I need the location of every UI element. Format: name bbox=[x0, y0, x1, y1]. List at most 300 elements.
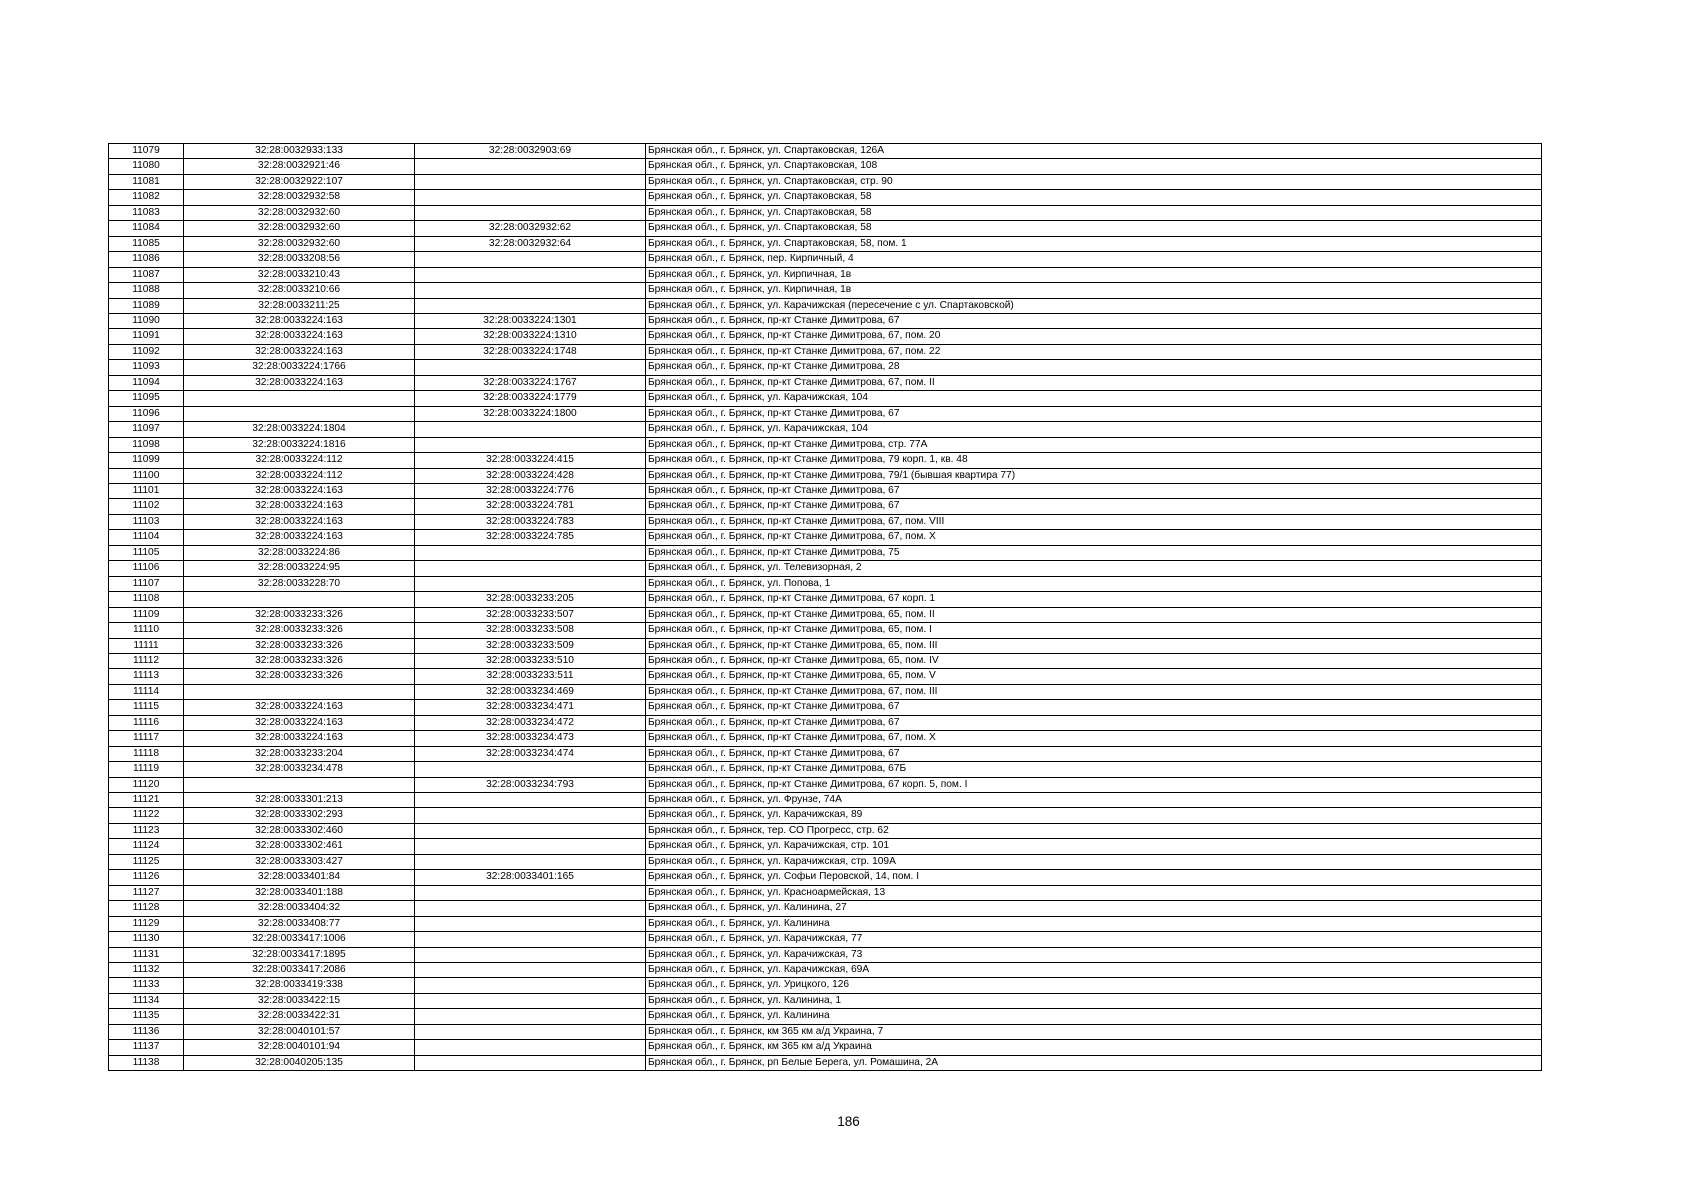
table-row bbox=[109, 190, 1542, 205]
cadastral-number-cell: 32:28:0033422:15 bbox=[184, 993, 415, 1008]
object-number-cell bbox=[415, 190, 646, 205]
row-number-cell: 11114 bbox=[109, 684, 184, 699]
address-cell: Брянская обл., г. Брянск, тер. СО Прогресс, стр. 62 bbox=[646, 823, 1542, 838]
address-cell: Брянская обл., г. Брянск, ул. Спартаковская, стр. 90 bbox=[646, 174, 1542, 189]
cadastral-number-cell: 32:28:0033233:204 bbox=[184, 746, 415, 761]
table-row bbox=[109, 808, 1542, 823]
table-row bbox=[109, 885, 1542, 900]
address-cell: Брянская обл., г. Брянск, пр-кт Станке Димитрова, 67 bbox=[646, 746, 1542, 761]
cadastral-number-cell: 32:28:0033401:84 bbox=[184, 870, 415, 885]
object-number-cell bbox=[415, 545, 646, 560]
row-number-cell: 11100 bbox=[109, 468, 184, 483]
object-number-cell bbox=[415, 993, 646, 1008]
object-number-cell: 32:28:0033233:205 bbox=[415, 592, 646, 607]
row-number-cell: 11124 bbox=[109, 839, 184, 854]
object-number-cell: 32:28:0033224:781 bbox=[415, 499, 646, 514]
address-cell: Брянская обл., г. Брянск, ул. Карачижская, 104 bbox=[646, 422, 1542, 437]
table-row bbox=[109, 854, 1542, 869]
row-number-cell: 11087 bbox=[109, 267, 184, 282]
object-number-cell bbox=[415, 252, 646, 267]
object-number-cell: 32:28:0033224:783 bbox=[415, 514, 646, 529]
cadastral-number-cell: 32:28:0033234:478 bbox=[184, 762, 415, 777]
table-row bbox=[109, 236, 1542, 251]
address-cell: Брянская обл., г. Брянск, пер. Кирпичный, 4 bbox=[646, 252, 1542, 267]
cadastral-number-cell: 32:28:0033302:293 bbox=[184, 808, 415, 823]
table-row bbox=[109, 545, 1542, 560]
cadastral-number-cell: 32:28:0033408:77 bbox=[184, 916, 415, 931]
row-number-cell: 11119 bbox=[109, 762, 184, 777]
address-cell: Брянская обл., г. Брянск, ул. Спартаковская, 108 bbox=[646, 159, 1542, 174]
table-row bbox=[109, 391, 1542, 406]
registry-table bbox=[108, 143, 1542, 1071]
cadastral-number-cell: 32:28:0033224:112 bbox=[184, 468, 415, 483]
object-number-cell bbox=[415, 576, 646, 591]
row-number-cell: 11115 bbox=[109, 700, 184, 715]
row-number-cell: 11101 bbox=[109, 483, 184, 498]
row-number-cell: 11079 bbox=[109, 144, 184, 159]
table-row bbox=[109, 174, 1542, 189]
row-number-cell: 11116 bbox=[109, 715, 184, 730]
table-row bbox=[109, 1055, 1542, 1070]
cadastral-number-cell: 32:28:0032932:60 bbox=[184, 236, 415, 251]
address-cell: Брянская обл., г. Брянск, ул. Попова, 1 bbox=[646, 576, 1542, 591]
object-number-cell bbox=[415, 762, 646, 777]
cadastral-number-cell bbox=[184, 391, 415, 406]
row-number-cell: 11132 bbox=[109, 963, 184, 978]
object-number-cell: 32:28:0032903:69 bbox=[415, 144, 646, 159]
address-cell: Брянская обл., г. Брянск, ул. Карачижская (пересечение с ул. Спартаковской) bbox=[646, 298, 1542, 313]
row-number-cell: 11136 bbox=[109, 1024, 184, 1039]
row-number-cell: 11103 bbox=[109, 514, 184, 529]
object-number-cell bbox=[415, 932, 646, 947]
cadastral-number-cell: 32:28:0032932:58 bbox=[184, 190, 415, 205]
address-cell: Брянская обл., г. Брянск, ул. Карачижская, 69А bbox=[646, 963, 1542, 978]
object-number-cell bbox=[415, 283, 646, 298]
cadastral-number-cell: 32:28:0033224:1816 bbox=[184, 437, 415, 452]
table-row bbox=[109, 1009, 1542, 1024]
object-number-cell bbox=[415, 823, 646, 838]
table-row bbox=[109, 870, 1542, 885]
table-row bbox=[109, 916, 1542, 931]
object-number-cell: 32:28:0033233:508 bbox=[415, 623, 646, 638]
table-row bbox=[109, 406, 1542, 421]
row-number-cell: 11085 bbox=[109, 236, 184, 251]
row-number-cell: 11121 bbox=[109, 793, 184, 808]
address-cell: Брянская обл., г. Брянск, пр-кт Станке Димитрова, 28 bbox=[646, 360, 1542, 375]
address-cell: Брянская обл., г. Брянск, пр-кт Станке Димитрова, 67 bbox=[646, 700, 1542, 715]
object-number-cell bbox=[415, 885, 646, 900]
cadastral-number-cell bbox=[184, 592, 415, 607]
table-row bbox=[109, 901, 1542, 916]
address-cell: Брянская обл., г. Брянск, ул. Карачижская, 89 bbox=[646, 808, 1542, 823]
table-row bbox=[109, 360, 1542, 375]
row-number-cell: 11123 bbox=[109, 823, 184, 838]
address-cell: Брянская обл., г. Брянск, ул. Фрунзе, 74А bbox=[646, 793, 1542, 808]
object-number-cell: 32:28:0033233:511 bbox=[415, 669, 646, 684]
object-number-cell: 32:28:0033224:785 bbox=[415, 530, 646, 545]
cadastral-number-cell: 32:28:0033224:163 bbox=[184, 344, 415, 359]
address-cell: Брянская обл., г. Брянск, ул. Спартаковская, 58, пом. 1 bbox=[646, 236, 1542, 251]
object-number-cell bbox=[415, 1024, 646, 1039]
address-cell: Брянская обл., г. Брянск, пр-кт Станке Димитрова, 65, пом. II bbox=[646, 607, 1542, 622]
row-number-cell: 11108 bbox=[109, 592, 184, 607]
cadastral-number-cell: 32:28:0033233:326 bbox=[184, 623, 415, 638]
table-row bbox=[109, 623, 1542, 638]
table-row bbox=[109, 762, 1542, 777]
row-number-cell: 11090 bbox=[109, 313, 184, 328]
object-number-cell bbox=[415, 422, 646, 437]
cadastral-number-cell: 32:28:0033224:163 bbox=[184, 375, 415, 390]
row-number-cell: 11106 bbox=[109, 561, 184, 576]
cadastral-number-cell: 32:28:0033417:2086 bbox=[184, 963, 415, 978]
row-number-cell: 11102 bbox=[109, 499, 184, 514]
registry-table-body bbox=[109, 144, 1542, 1071]
table-row bbox=[109, 483, 1542, 498]
object-number-cell: 32:28:0033224:1310 bbox=[415, 329, 646, 344]
table-row bbox=[109, 144, 1542, 159]
row-number-cell: 11134 bbox=[109, 993, 184, 1008]
address-cell: Брянская обл., г. Брянск, ул. Спартаковская, 58 bbox=[646, 205, 1542, 220]
row-number-cell: 11133 bbox=[109, 978, 184, 993]
object-number-cell bbox=[415, 561, 646, 576]
object-number-cell bbox=[415, 174, 646, 189]
object-number-cell: 32:28:0033224:1800 bbox=[415, 406, 646, 421]
object-number-cell bbox=[415, 839, 646, 854]
row-number-cell: 11126 bbox=[109, 870, 184, 885]
address-cell: Брянская обл., г. Брянск, пр-кт Станке Димитрова, 67, пом. 22 bbox=[646, 344, 1542, 359]
object-number-cell bbox=[415, 978, 646, 993]
object-number-cell bbox=[415, 360, 646, 375]
address-cell: Брянская обл., г. Брянск, пр-кт Станке Димитрова, 67Б bbox=[646, 762, 1542, 777]
cadastral-number-cell: 32:28:0040101:57 bbox=[184, 1024, 415, 1039]
address-cell: Брянская обл., г. Брянск, ул. Карачижская, стр. 101 bbox=[646, 839, 1542, 854]
row-number-cell: 11092 bbox=[109, 344, 184, 359]
table-row bbox=[109, 561, 1542, 576]
address-cell: Брянская обл., г. Брянск, км 365 км а/д Украина, 7 bbox=[646, 1024, 1542, 1039]
table-row bbox=[109, 700, 1542, 715]
object-number-cell: 32:28:0033234:469 bbox=[415, 684, 646, 699]
address-cell: Брянская обл., г. Брянск, пр-кт Станке Димитрова, 67, пом. VIII bbox=[646, 514, 1542, 529]
object-number-cell bbox=[415, 205, 646, 220]
address-cell: Брянская обл., г. Брянск, км 365 км а/д Украина bbox=[646, 1040, 1542, 1055]
table-row bbox=[109, 375, 1542, 390]
row-number-cell: 11080 bbox=[109, 159, 184, 174]
cadastral-number-cell: 32:28:0033301:213 bbox=[184, 793, 415, 808]
address-cell: Брянская обл., г. Брянск, пр-кт Станке Димитрова, 79/1 (бывшая квартира 77) bbox=[646, 468, 1542, 483]
row-number-cell: 11109 bbox=[109, 607, 184, 622]
address-cell: Брянская обл., г. Брянск, пр-кт Станке Димитрова, 67, пом. X bbox=[646, 731, 1542, 746]
table-row bbox=[109, 715, 1542, 730]
row-number-cell: 11093 bbox=[109, 360, 184, 375]
address-cell: Брянская обл., г. Брянск, пр-кт Станке Димитрова, 67 корп. 1 bbox=[646, 592, 1542, 607]
address-cell: Брянская обл., г. Брянск, пр-кт Станке Димитрова, 65, пом. V bbox=[646, 669, 1542, 684]
address-cell: Брянская обл., г. Брянск, ул. Кирпичная, 1в bbox=[646, 267, 1542, 282]
object-number-cell: 32:28:0033233:509 bbox=[415, 638, 646, 653]
object-number-cell: 32:28:0033401:165 bbox=[415, 870, 646, 885]
table-row bbox=[109, 823, 1542, 838]
object-number-cell: 32:28:0033234:471 bbox=[415, 700, 646, 715]
cadastral-number-cell: 32:28:0033224:112 bbox=[184, 453, 415, 468]
row-number-cell: 11127 bbox=[109, 885, 184, 900]
object-number-cell: 32:28:0032932:64 bbox=[415, 236, 646, 251]
cadastral-number-cell: 32:28:0033224:86 bbox=[184, 545, 415, 560]
object-number-cell bbox=[415, 854, 646, 869]
cadastral-number-cell: 32:28:0033233:326 bbox=[184, 653, 415, 668]
table-row bbox=[109, 422, 1542, 437]
address-cell: Брянская обл., г. Брянск, пр-кт Станке Димитрова, 67 bbox=[646, 499, 1542, 514]
address-cell: Брянская обл., г. Брянск, пр-кт Станке Димитрова, 65, пом. III bbox=[646, 638, 1542, 653]
address-cell: Брянская обл., г. Брянск, ул. Карачижская, стр. 109А bbox=[646, 854, 1542, 869]
table-row bbox=[109, 947, 1542, 962]
address-cell: Брянская обл., г. Брянск, пр-кт Станке Димитрова, 67 bbox=[646, 483, 1542, 498]
row-number-cell: 11125 bbox=[109, 854, 184, 869]
address-cell: Брянская обл., г. Брянск, ул. Софьи Перовской, 14, пом. I bbox=[646, 870, 1542, 885]
row-number-cell: 11105 bbox=[109, 545, 184, 560]
table-row bbox=[109, 978, 1542, 993]
object-number-cell bbox=[415, 1040, 646, 1055]
address-cell: Брянская обл., г. Брянск, пр-кт Станке Димитрова, 65, пом. I bbox=[646, 623, 1542, 638]
cadastral-number-cell: 32:28:0032933:133 bbox=[184, 144, 415, 159]
page-number: 186 bbox=[837, 1114, 860, 1129]
cadastral-number-cell bbox=[184, 684, 415, 699]
cadastral-number-cell: 32:28:0033224:95 bbox=[184, 561, 415, 576]
cadastral-number-cell: 32:28:0033302:461 bbox=[184, 839, 415, 854]
row-number-cell: 11118 bbox=[109, 746, 184, 761]
cadastral-number-cell: 32:28:0032932:60 bbox=[184, 221, 415, 236]
table-row bbox=[109, 793, 1542, 808]
address-cell: Брянская обл., г. Брянск, пр-кт Станке Димитрова, 67, пом. III bbox=[646, 684, 1542, 699]
row-number-cell: 11135 bbox=[109, 1009, 184, 1024]
address-cell: Брянская обл., г. Брянск, ул. Калинина bbox=[646, 916, 1542, 931]
cadastral-number-cell: 32:28:0040101:94 bbox=[184, 1040, 415, 1055]
address-cell: Брянская обл., г. Брянск, пр-кт Станке Димитрова, 67 bbox=[646, 313, 1542, 328]
table-row bbox=[109, 298, 1542, 313]
table-row bbox=[109, 1040, 1542, 1055]
cadastral-number-cell: 32:28:0033303:427 bbox=[184, 854, 415, 869]
cadastral-number-cell: 32:28:0033417:1895 bbox=[184, 947, 415, 962]
cadastral-number-cell: 32:28:0033210:66 bbox=[184, 283, 415, 298]
row-number-cell: 11094 bbox=[109, 375, 184, 390]
address-cell: Брянская обл., г. Брянск, ул. Карачижская, 104 bbox=[646, 391, 1542, 406]
cadastral-number-cell: 32:28:0033233:326 bbox=[184, 669, 415, 684]
object-number-cell: 32:28:0033224:1779 bbox=[415, 391, 646, 406]
table-row bbox=[109, 684, 1542, 699]
object-number-cell: 32:28:0033233:510 bbox=[415, 653, 646, 668]
table-row bbox=[109, 576, 1542, 591]
object-number-cell bbox=[415, 437, 646, 452]
table-row bbox=[109, 669, 1542, 684]
object-number-cell bbox=[415, 1055, 646, 1070]
table-row bbox=[109, 746, 1542, 761]
row-number-cell: 11130 bbox=[109, 932, 184, 947]
row-number-cell: 11089 bbox=[109, 298, 184, 313]
table-row bbox=[109, 592, 1542, 607]
object-number-cell: 32:28:0033224:776 bbox=[415, 483, 646, 498]
cadastral-number-cell: 32:28:0033224:163 bbox=[184, 514, 415, 529]
row-number-cell: 11099 bbox=[109, 453, 184, 468]
cadastral-number-cell: 32:28:0033422:31 bbox=[184, 1009, 415, 1024]
cadastral-number-cell: 32:28:0032921:46 bbox=[184, 159, 415, 174]
address-cell: Брянская обл., г. Брянск, пр-кт Станке Димитрова, 67, пом. X bbox=[646, 530, 1542, 545]
address-cell: Брянская обл., г. Брянск, пр-кт Станке Димитрова, 67, пом. II bbox=[646, 375, 1542, 390]
table-row bbox=[109, 777, 1542, 792]
cadastral-number-cell: 32:28:0033419:338 bbox=[184, 978, 415, 993]
cadastral-number-cell: 32:28:0033404:32 bbox=[184, 901, 415, 916]
table-row bbox=[109, 1024, 1542, 1039]
object-number-cell: 32:28:0032932:62 bbox=[415, 221, 646, 236]
table-row bbox=[109, 653, 1542, 668]
cadastral-number-cell: 32:28:0033211:25 bbox=[184, 298, 415, 313]
table-row bbox=[109, 313, 1542, 328]
row-number-cell: 11110 bbox=[109, 623, 184, 638]
address-cell: Брянская обл., г. Брянск, ул. Урицкого, 126 bbox=[646, 978, 1542, 993]
row-number-cell: 11120 bbox=[109, 777, 184, 792]
row-number-cell: 11088 bbox=[109, 283, 184, 298]
row-number-cell: 11131 bbox=[109, 947, 184, 962]
object-number-cell bbox=[415, 298, 646, 313]
address-cell: Брянская обл., г. Брянск, ул. Красноармейская, 13 bbox=[646, 885, 1542, 900]
table-row bbox=[109, 731, 1542, 746]
row-number-cell: 11129 bbox=[109, 916, 184, 931]
cadastral-number-cell: 32:28:0033224:163 bbox=[184, 731, 415, 746]
cadastral-number-cell: 32:28:0033302:460 bbox=[184, 823, 415, 838]
object-number-cell: 32:28:0033224:1767 bbox=[415, 375, 646, 390]
table-row bbox=[109, 437, 1542, 452]
row-number-cell: 11097 bbox=[109, 422, 184, 437]
row-number-cell: 11122 bbox=[109, 808, 184, 823]
cadastral-number-cell: 32:28:0033233:326 bbox=[184, 638, 415, 653]
address-cell: Брянская обл., г. Брянск, ул. Калинина, 1 bbox=[646, 993, 1542, 1008]
row-number-cell: 11138 bbox=[109, 1055, 184, 1070]
row-number-cell: 11098 bbox=[109, 437, 184, 452]
object-number-cell bbox=[415, 963, 646, 978]
address-cell: Брянская обл., г. Брянск, ул. Спартаковская, 126А bbox=[646, 144, 1542, 159]
cadastral-number-cell bbox=[184, 777, 415, 792]
table-row bbox=[109, 607, 1542, 622]
row-number-cell: 11082 bbox=[109, 190, 184, 205]
cadastral-number-cell: 32:28:0040205:135 bbox=[184, 1055, 415, 1070]
table-row bbox=[109, 530, 1542, 545]
cadastral-number-cell: 32:28:0033224:1804 bbox=[184, 422, 415, 437]
table-row bbox=[109, 453, 1542, 468]
address-cell: Брянская обл., г. Брянск, рп Белые Берега, ул. Ромашина, 2А bbox=[646, 1055, 1542, 1070]
address-cell: Брянская обл., г. Брянск, пр-кт Станке Димитрова, 67 bbox=[646, 715, 1542, 730]
table-row bbox=[109, 638, 1542, 653]
object-number-cell: 32:28:0033234:473 bbox=[415, 731, 646, 746]
cadastral-number-cell: 32:28:0033228:70 bbox=[184, 576, 415, 591]
address-cell: Брянская обл., г. Брянск, пр-кт Станке Димитрова, стр. 77А bbox=[646, 437, 1542, 452]
address-cell: Брянская обл., г. Брянск, ул. Спартаковская, 58 bbox=[646, 190, 1542, 205]
object-number-cell bbox=[415, 901, 646, 916]
address-cell: Брянская обл., г. Брянск, ул. Калинина bbox=[646, 1009, 1542, 1024]
row-number-cell: 11083 bbox=[109, 205, 184, 220]
table-row bbox=[109, 932, 1542, 947]
table-row bbox=[109, 329, 1542, 344]
address-cell: Брянская обл., г. Брянск, пр-кт Станке Димитрова, 67, пом. 20 bbox=[646, 329, 1542, 344]
address-cell: Брянская обл., г. Брянск, пр-кт Станке Димитрова, 65, пом. IV bbox=[646, 653, 1542, 668]
table-row bbox=[109, 993, 1542, 1008]
cadastral-number-cell: 32:28:0032922:107 bbox=[184, 174, 415, 189]
row-number-cell: 11091 bbox=[109, 329, 184, 344]
object-number-cell: 32:28:0033224:1748 bbox=[415, 344, 646, 359]
address-cell: Брянская обл., г. Брянск, ул. Карачижская, 73 bbox=[646, 947, 1542, 962]
table-row bbox=[109, 252, 1542, 267]
object-number-cell: 32:28:0033224:1301 bbox=[415, 313, 646, 328]
address-cell: Брянская обл., г. Брянск, ул. Спартаковская, 58 bbox=[646, 221, 1542, 236]
object-number-cell: 32:28:0033234:472 bbox=[415, 715, 646, 730]
object-number-cell: 32:28:0033224:428 bbox=[415, 468, 646, 483]
object-number-cell bbox=[415, 793, 646, 808]
object-number-cell bbox=[415, 267, 646, 282]
cadastral-number-cell: 32:28:0033224:1766 bbox=[184, 360, 415, 375]
cadastral-number-cell: 32:28:0032932:60 bbox=[184, 205, 415, 220]
row-number-cell: 11084 bbox=[109, 221, 184, 236]
table-row bbox=[109, 283, 1542, 298]
row-number-cell: 11095 bbox=[109, 391, 184, 406]
cadastral-number-cell: 32:28:0033224:163 bbox=[184, 715, 415, 730]
row-number-cell: 11117 bbox=[109, 731, 184, 746]
cadastral-number-cell: 32:28:0033224:163 bbox=[184, 329, 415, 344]
cadastral-number-cell: 32:28:0033401:188 bbox=[184, 885, 415, 900]
address-cell: Брянская обл., г. Брянск, пр-кт Станке Димитрова, 67 корп. 5, пом. I bbox=[646, 777, 1542, 792]
table-row bbox=[109, 499, 1542, 514]
cadastral-number-cell: 32:28:0033224:163 bbox=[184, 530, 415, 545]
object-number-cell bbox=[415, 159, 646, 174]
cadastral-number-cell: 32:28:0033224:163 bbox=[184, 483, 415, 498]
row-number-cell: 11096 bbox=[109, 406, 184, 421]
cadastral-number-cell: 32:28:0033224:163 bbox=[184, 700, 415, 715]
table-row bbox=[109, 159, 1542, 174]
address-cell: Брянская обл., г. Брянск, пр-кт Станке Димитрова, 67 bbox=[646, 406, 1542, 421]
row-number-cell: 11137 bbox=[109, 1040, 184, 1055]
cadastral-number-cell: 32:28:0033417:1006 bbox=[184, 932, 415, 947]
cadastral-number-cell: 32:28:0033233:326 bbox=[184, 607, 415, 622]
address-cell: Брянская обл., г. Брянск, ул. Телевизорная, 2 bbox=[646, 561, 1542, 576]
cadastral-number-cell: 32:28:0033224:163 bbox=[184, 499, 415, 514]
table-row bbox=[109, 839, 1542, 854]
table-row bbox=[109, 267, 1542, 282]
object-number-cell: 32:28:0033233:507 bbox=[415, 607, 646, 622]
row-number-cell: 11111 bbox=[109, 638, 184, 653]
table-row bbox=[109, 468, 1542, 483]
table-row bbox=[109, 221, 1542, 236]
address-cell: Брянская обл., г. Брянск, пр-кт Станке Димитрова, 75 bbox=[646, 545, 1542, 560]
object-number-cell: 32:28:0033234:474 bbox=[415, 746, 646, 761]
table-row bbox=[109, 205, 1542, 220]
table-row bbox=[109, 344, 1542, 359]
object-number-cell bbox=[415, 947, 646, 962]
address-cell: Брянская обл., г. Брянск, ул. Карачижская, 77 bbox=[646, 932, 1542, 947]
row-number-cell: 11086 bbox=[109, 252, 184, 267]
object-number-cell bbox=[415, 1009, 646, 1024]
object-number-cell bbox=[415, 916, 646, 931]
object-number-cell: 32:28:0033234:793 bbox=[415, 777, 646, 792]
object-number-cell bbox=[415, 808, 646, 823]
address-cell: Брянская обл., г. Брянск, пр-кт Станке Димитрова, 79 корп. 1, кв. 48 bbox=[646, 453, 1542, 468]
object-number-cell: 32:28:0033224:415 bbox=[415, 453, 646, 468]
table-row bbox=[109, 963, 1542, 978]
row-number-cell: 11112 bbox=[109, 653, 184, 668]
row-number-cell: 11113 bbox=[109, 669, 184, 684]
row-number-cell: 11081 bbox=[109, 174, 184, 189]
row-number-cell: 11107 bbox=[109, 576, 184, 591]
cadastral-number-cell bbox=[184, 406, 415, 421]
address-cell: Брянская обл., г. Брянск, ул. Кирпичная, 1в bbox=[646, 283, 1542, 298]
cadastral-number-cell: 32:28:0033208:56 bbox=[184, 252, 415, 267]
table-row bbox=[109, 514, 1542, 529]
row-number-cell: 11128 bbox=[109, 901, 184, 916]
cadastral-number-cell: 32:28:0033210:43 bbox=[184, 267, 415, 282]
